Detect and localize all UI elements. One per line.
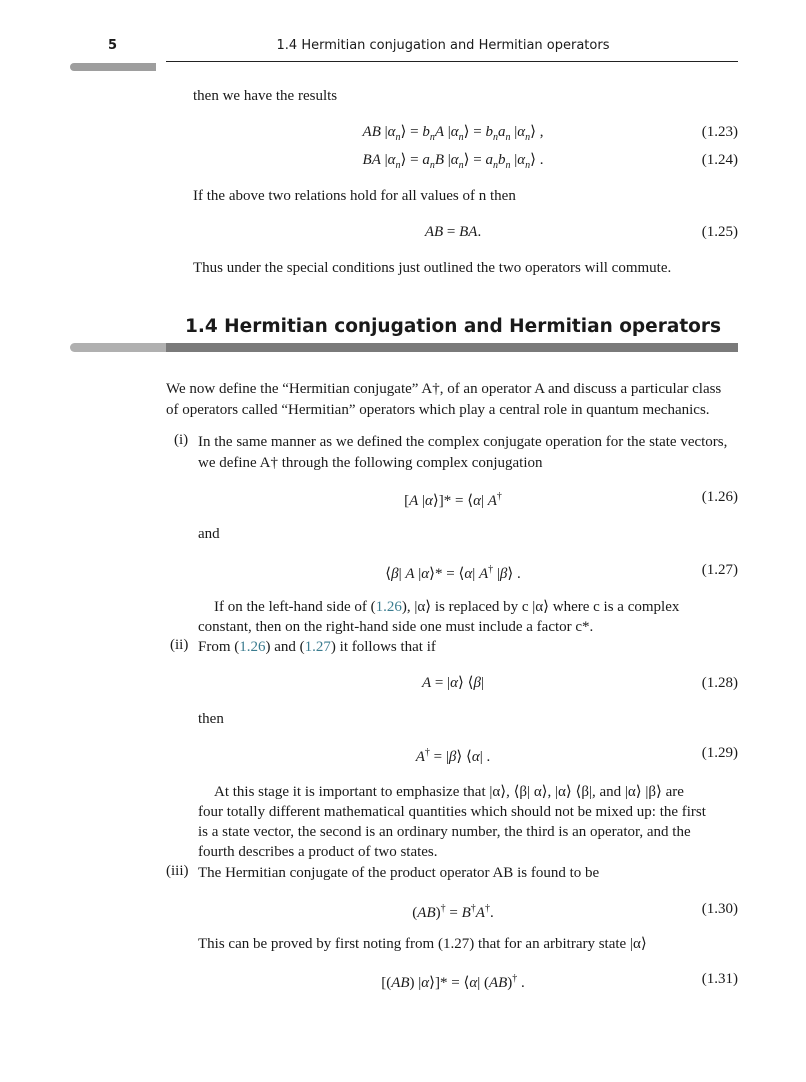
item-iii-line: The Hermitian conjugate of the product operator AB is found to be (198, 865, 600, 881)
intro-line: then we have the results (193, 88, 338, 104)
running-head: 1.4 Hermitian conjugation and Hermitian operators (276, 38, 610, 53)
header-rule (166, 61, 738, 62)
emphasis-line-2: four totally different mathematical quantities which should not be mixed up: the first (198, 804, 706, 820)
section-paragraph-line-1: We now define the “Hermitian conjugate” A†, of an operator A and discuss a particular class (166, 381, 722, 397)
then-text: then (198, 711, 224, 727)
item-i-line-1: In the same manner as we defined the complex conjugate operation for the state vectors, (198, 434, 728, 450)
proof-line: This can be proved by first noting from (1.27) that for an arbitrary state |α⟩ (198, 936, 647, 952)
emphasis-line-1: At this stage it is important to emphasize that |α⟩, ⟨β| α⟩, |α⟩ ⟨β|, and |α⟩ |β⟩ are (214, 784, 684, 800)
ref-link-1-27[interactable]: 1.27 (304, 639, 331, 655)
equation-number: (1.31) (701, 971, 738, 987)
section-title: 1.4 Hermitian conjugation and Hermitian operators (184, 316, 722, 337)
page-number: 5 (108, 38, 118, 53)
equation-number: (1.23) (701, 124, 738, 140)
note-line-1: If on the left-hand side of (1.26), |α⟩ is replaced by c |α⟩ where c is a complex (214, 599, 680, 615)
equation-number: (1.26) (701, 489, 738, 505)
section-paragraph-line-2: of operators called “Hermitian” operators which play a central role in quantum mechanics. (166, 402, 710, 418)
item-i-line-2: we define A† through the following complex conjugation (198, 455, 543, 471)
section-bar-right (166, 343, 738, 352)
emphasis-line-4: fourth describes a product of two states. (198, 844, 438, 860)
equation-number: (1.28) (701, 675, 738, 691)
item-label-ii: (ii) (170, 637, 189, 653)
item-label-iii: (iii) (166, 863, 189, 879)
equation-number: (1.25) (701, 224, 738, 240)
equation-number: (1.27) (701, 562, 738, 578)
intro-condition-line: If the above two relations hold for all values of n then (193, 188, 516, 204)
equation-number: (1.29) (701, 745, 738, 761)
commute-line: Thus under the special conditions just outlined the two operators will commute. (193, 260, 672, 276)
and-text: and (198, 526, 220, 542)
ref-link-1-26[interactable]: 1.26 (375, 599, 402, 615)
item-label-i: (i) (174, 432, 189, 448)
equation-number: (1.24) (701, 152, 738, 168)
section-bar-left (70, 343, 166, 352)
emphasis-line-3: is a state vector, the second is an ordinary number, the third is an operator, and the (198, 824, 691, 840)
ref-link-1-26[interactable]: 1.26 (239, 639, 266, 655)
equation-number: (1.30) (701, 901, 738, 917)
item-ii-line: From (1.26) and (1.27) it follows that if (198, 639, 436, 655)
note-line-2: constant, then on the right-hand side one must include a factor c*. (198, 619, 594, 635)
header-tab-decoration (70, 63, 156, 71)
